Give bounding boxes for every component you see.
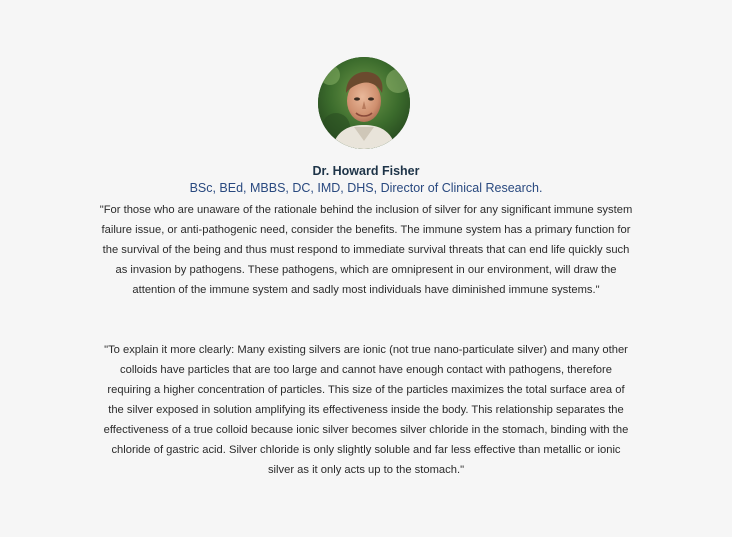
author-credentials: BSc, BEd, MBBS, DC, IMD, DHS, Director of Clinical Research.	[189, 181, 543, 195]
avatar	[318, 57, 410, 149]
author-name: Dr. Howard Fisher	[312, 164, 420, 178]
avatar-photo	[318, 57, 410, 149]
quote-paragraph-1: "For those who are unaware of the rationale behind the inclusion of silver for any significant immune system failure issue, or anti-pathogenic need, consider the benefits. The immune system has a primary function for the survival of the being and thus must respond to immediate survival threats that can end life quickly such as invasion by pathogens. These pathogens, which are omnipresent in our environment, will draw the attention of the immune system and sadly most individuals have diminished immune systems."	[99, 204, 633, 296]
quote-paragraph-2: "To explain it more clearly: Many existing silvers are ionic (not true nano-particulate silver) and many other colloids have particles that are too large and cannot have enough contact with pathogens, therefore requiring a higher concentration of particles. This size of the particles maximizes the total surface area of the silver exposed in solution amplifying its effectiveness inside the body. This relationship separates the effectiveness of a true colloid because ionic silver becomes silver chloride in the stomach, binding with the chloride of gastric acid. Silver chloride is only slightly soluble and far less effective than metallic or ionic silver as it only acts up to the stomach."	[103, 344, 629, 476]
